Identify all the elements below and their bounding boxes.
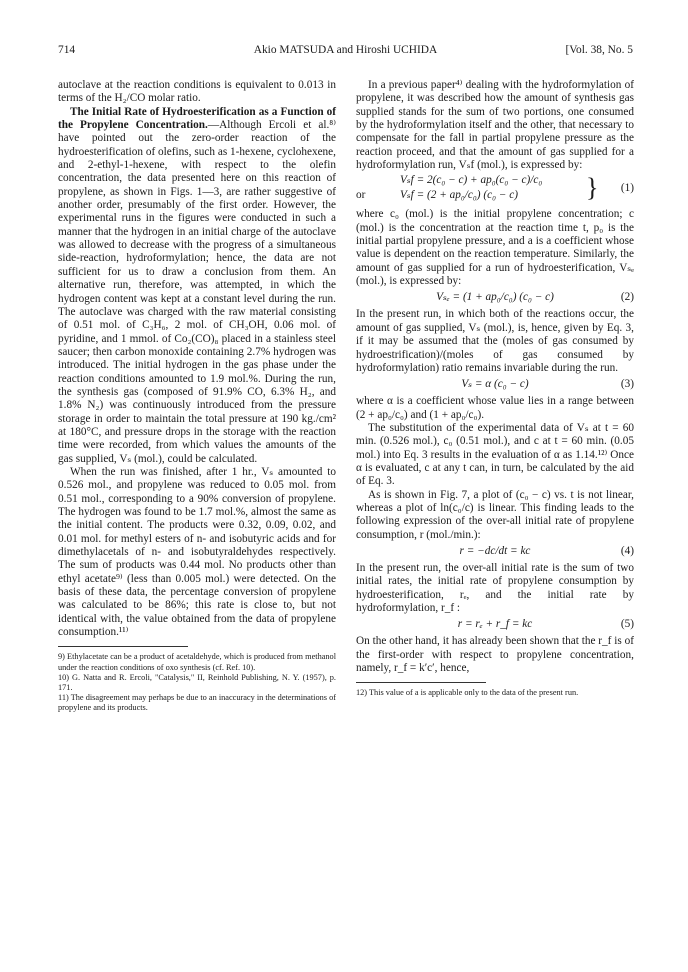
left-paragraph-1: autoclave at the reaction conditions is equivalent to 0.013 in terms of the H₂/CO molar ratio. [58,79,336,105]
section-paragraph [58,106,336,466]
equation-1b: Vₛf = (2 + ap₀/c₀) (c₀ − c) [400,189,518,202]
footnote-divider [356,682,486,683]
equation-4 [356,545,634,559]
footnote-12: 12) This value of a is applicable only to the data of the present run. [356,688,579,698]
footnote-9: 9) Ethylacetate can be a product of acetaldehyde, which is produced from methanol under the reaction conditions of oxo synthesis (cf. Ref. 10). [58,652,336,672]
footnote-10: 10) G. Natta and R. Ercoli, "Catalysis," II, Reinhold Publishing, N. Y. (1957), p. 171. [58,672,336,693]
section-heading: The Initial Rate of Hydroesterification as a Function of the Propylene Concentration. [58,105,336,132]
equation-1-number: (1) [620,182,634,195]
right-paragraph-3: In the present run, in which both of the reactions occur, the amount of gas supplied, Vₛ (mol.), is, hence, given by Eq. 3, if it may be assumed that the (moles of gas consumed by hydroestrification)/(moles of gas consumed by hydroformylation) ratio remains invariable during the run. [356,308,634,374]
equation-1a: Vₛf = 2(c₀ − c) + ap₀(c₀ − c)/c₀ [400,174,543,187]
right-paragraph-5: The substitution of the experimental data of Vₛ at t = 60 min. (0.526 mol.), c₀ (0.51 mol.), and c at t = 60 min. (0.05 mol.) into Eq. 3 results in the evaluation of α as 1.14.¹²⁾ Once α is evaluated, c at any t can, in turn, be calculated by the aid of Eq. 3. [356,421,634,488]
equation-2-number: (2) [620,291,634,304]
equation-1-brace: } [586,173,599,203]
equation-3-number: (3) [620,378,634,391]
right-paragraph-4: where α is a coefficient whose value lies in a range between (2 + ap₀/c₀) and (1 + ap₀/c₀). [356,395,634,421]
equation-3-body: Vₛ = α (c₀ − c) [461,378,529,391]
left-paragraph-3: When the run was finished, after 1 hr., Vₛ amounted to 0.526 mol., and propylene was reduced to 0.05 mol. from 0.51 mol., corresponding to a 90% conversion of propylene. The hydrogen was found to be 1.7 mol.%, almost the same as the initial content. The products were 0.32, 0.09, 0.02, and 0.01 mol. for methyl esters of n- and isobutyric acids and for dimethylacetals of n- and isobutyraldehydes respectively. The sum of products was 0.44 mol. No products other than ethyl acetate⁹⁾ (less than 0.005 mol.) were detected. On the basis of these data, the percentage conversion of propylene was calculated to be 86%; this rate is close to, but not identical with, the value obtained from the data of propylene consumption.¹¹⁾ [58,465,336,639]
left-column [58,79,336,714]
left-paragraph-2: —Although Ercoli et al.⁸⁾ have pointed out the zero-order reaction of the hydroesterification of olefins, such as 1-hexene, cyclohexene, and 2-ethyl-1-hexene, with respect to the olefin concentration, the data presented here on this reaction of propylene, as shown in Figs. 1—3, are rather suggestive of another order, presumably of the first order. However, the experimental runs in the figures were conducted in such a manner that the hydrogen in an initial charge of the autoclave was allowed to decrease with the progress of a simultaneous side-reaction, hydroformylation; hence, the data are not sufficient for us to draw a conclusion from them. An alternative run, therefore, was attempted, in which the hydrogen content was kept at a constant level during the run. The autoclave was charged with the raw material consisting of 0.51 mol. of C₃H₆, 2 mol. of CH₃OH, 0.06 mol. of pyridine, and 1 mmol. of Co₂(CO)₈ placed in a stainless steel saucer; then carbon monoxide containing 2.7% hydrogen was introduced. The initial hydrogen in the gas phase under the reaction conditions amounted to 1.9 mol.%. During the run, the synthesis gas (composed of 91.9% CO, 6.3% H₂, and 1.8% N₂) was continuously introduced from the pressure storage in order to maintain the total pressure at 190 kg./cm² at 180°C, and pressure drops in the storage with the reaction time were recorded, from which values the amounts of the gas supplied, Vₛ (mol.), could be calculated. [58,119,336,465]
equation-1-or: or [356,189,366,202]
equation-3 [356,378,634,392]
equation-5-number: (5) [620,618,634,631]
right-paragraph-7: In the present run, the over-all initial rate is the sum of two initial rates, the initial rate of propylene consumption by hydroesterification, rₑ, and the initial rate by hydroformylation, r_f : [356,561,634,614]
equation-5-body: r = rₑ + r_f = kc [457,618,533,631]
right-paragraph-8: On the other hand, it has already been shown that the r_f is of the first-order with respect to propylene concentration, namely, r_f = k′c′, hence, [356,635,634,675]
equation-2 [356,291,634,305]
equation-4-number: (4) [620,544,634,557]
equation-1 [356,174,634,204]
page-number: 714 [58,44,76,56]
right-paragraph-2: where c₀ (mol.) is the initial propylene concentration; c (mol.) is the concentration at the reaction time t, p₀ is the initial partial propylene pressure, and a is a coefficient whose value is dependent on the reaction temperature. Similarly, the amount of gas supplied for a run of hydroesterification, Vₛₑ (mol.), is expressed by: [356,208,634,288]
footnote-divider [58,646,188,647]
page-header [58,44,633,60]
equation-4-body: r = −dc/dt = kc [459,544,531,557]
right-column [356,79,634,699]
right-paragraph-1: In a previous paper⁴⁾ dealing with the hydroformylation of propylene, it was described how the amount of synthesis gas supplied stands for the sum of two portions, one consumed by the hydroformylation itself and the other, that necessary to compensate for the fall in partial propylene pressure as the reaction proceed, and that the amount of gas supplied for a hydroformylation run, Vₛf (mol.), is expressed by: [356,79,634,172]
equation-2-body: Vₛₑ = (1 + ap₀/c₀) (c₀ − c) [436,291,554,304]
volume-info: [Vol. 38, No. 5 [565,44,633,56]
equation-5 [356,618,634,632]
running-authors: Akio MATSUDA and Hiroshi UCHIDA [253,44,438,56]
right-paragraph-6: As is shown in Fig. 7, a plot of (c₀ − c) vs. t is not linear, whereas a plot of ln(c₀/c) is linear. This finding leads to the following expression of the over-all initial rate of propylene consumption, r (mol./min.): [356,488,634,541]
footnote-11: 11) The disagreement may perhaps be due to an inaccuracy in the determinations of propylene and its products. [58,693,336,713]
